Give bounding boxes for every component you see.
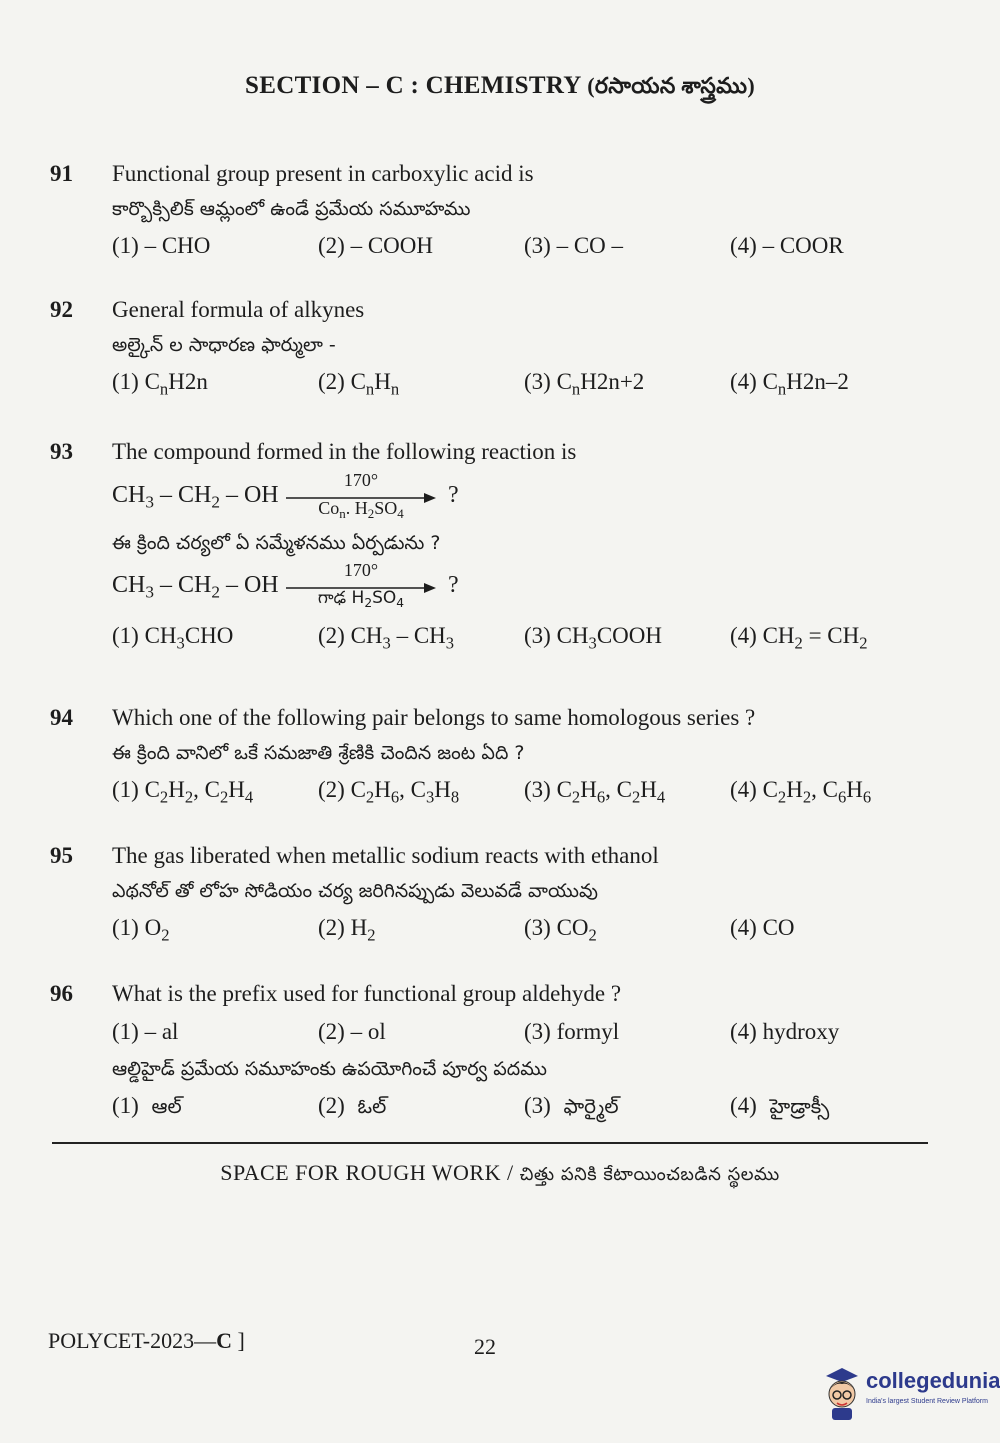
question-number: 96 bbox=[50, 981, 73, 1006]
reaction-condition-reagent: $Co_n$. $H_2SO_4$ bbox=[318, 498, 404, 522]
option-4: (4) hydroxy bbox=[730, 1019, 840, 1044]
option-4-te: హైడ్రాక్సీ bbox=[769, 1094, 830, 1118]
option-2: (2) – ol bbox=[318, 1019, 386, 1044]
option-4: (4) $CH_2 = CH_2$ bbox=[730, 623, 868, 653]
question-95 bbox=[50, 838, 950, 948]
question-number: 92 bbox=[50, 297, 73, 322]
option-number: (3) bbox=[524, 1093, 551, 1118]
option-1: (1) – CHO bbox=[112, 233, 211, 258]
option-4: (4) $C_nH2n-2$ bbox=[730, 369, 849, 399]
option-2-te: ఓల్ bbox=[357, 1094, 387, 1118]
logo-tagline: India's largest Student Review Platform bbox=[866, 1398, 988, 1405]
reaction-equation-te bbox=[50, 560, 950, 616]
question-number: 95 bbox=[50, 843, 73, 868]
section-title-en: SECTION – C : CHEMISTRY bbox=[245, 72, 581, 99]
rough-work-heading bbox=[0, 1160, 1000, 1189]
exam-bracket: ] bbox=[232, 1328, 245, 1353]
option-1: (1) $CH_3CHO$ bbox=[112, 623, 234, 653]
option-2: (2) – COOH bbox=[318, 233, 433, 258]
question-text: The compound formed in the following reaction is bbox=[112, 439, 577, 464]
option-1: (1) $C_nH2n$ bbox=[112, 369, 208, 399]
reactant: $CH_3 - CH_2$ – OH bbox=[112, 572, 279, 602]
option-4: (4) – COOR bbox=[730, 233, 844, 258]
question-91 bbox=[50, 156, 950, 266]
reaction-condition-temperature: 170° bbox=[343, 470, 379, 490]
option-2: (2) $CH_3 - CH_3$ bbox=[318, 623, 455, 653]
option-4: (4) CO bbox=[730, 915, 795, 940]
question-text-te: అల్కైన్ ల సాధారణ ఫార్ములా - bbox=[112, 334, 336, 356]
rough-work-label: SPACE FOR ROUGH WORK / bbox=[220, 1160, 514, 1185]
option-2: (2) $C_nH_n$ bbox=[318, 369, 400, 399]
exam-code bbox=[48, 1328, 245, 1354]
reaction-condition-reagent-te: గాఢ $H_2SO_4$ bbox=[317, 588, 405, 610]
question-text: What is the prefix used for functional group aldehyde ? bbox=[112, 981, 622, 1006]
option-2: (2) $C_2H_6$, $C_3H_8$ bbox=[318, 777, 460, 807]
question-text-te: ఆల్డిహైడ్ ప్రమేయ సమూహంకు ఉపయోగించే పూర్వ పదము bbox=[112, 1058, 547, 1080]
option-3: (3) formyl bbox=[524, 1019, 620, 1044]
option-1: (1) $O_2$ bbox=[112, 915, 170, 945]
question-text: General formula of alkynes bbox=[112, 297, 365, 322]
section-title bbox=[0, 72, 1000, 104]
question-text: Which one of the following pair belongs to same homologous series ? bbox=[112, 705, 756, 730]
question-number: 94 bbox=[50, 705, 73, 730]
question-94 bbox=[50, 700, 950, 810]
question-number: 91 bbox=[50, 161, 73, 186]
option-number: (4) bbox=[730, 1093, 757, 1118]
question-text-te: ఎథనోల్ తో లోహ సోడియం చర్య జరిగినప్పుడు వెలువడే వాయువు bbox=[112, 880, 598, 902]
option-1-te: ఆల్ bbox=[151, 1094, 182, 1118]
question-92 bbox=[50, 292, 950, 402]
product-unknown: ? bbox=[448, 572, 459, 598]
option-2: (2) $H_2$ bbox=[318, 915, 376, 945]
option-3: (3) – CO – bbox=[524, 233, 624, 258]
rough-work-label-te: చిత్తు పనికి కేటాయించబడిన స్థలము bbox=[519, 1164, 780, 1185]
question-number: 93 bbox=[50, 439, 73, 464]
question-text-te: ఈ క్రింది చర్యలో ఏ సమ్మేళనము ఏర్పడును ? bbox=[112, 532, 441, 554]
page-number: 22 bbox=[474, 1334, 496, 1359]
option-number: (2) bbox=[318, 1093, 345, 1118]
product-unknown: ? bbox=[448, 482, 459, 508]
option-3-te: ఫార్మైల్ bbox=[563, 1094, 619, 1118]
option-3: (3) $C_2H_6$, $C_2H_4$ bbox=[524, 777, 666, 807]
question-96 bbox=[50, 976, 950, 1126]
collegedunia-logo bbox=[820, 1364, 1000, 1424]
divider-rule bbox=[52, 1142, 928, 1144]
logo-brand: collegedunia bbox=[866, 1368, 1000, 1393]
option-number: (1) bbox=[112, 1093, 139, 1118]
question-93 bbox=[50, 434, 950, 656]
option-1: (1) $C_2H_2$, $C_2H_4$ bbox=[112, 777, 254, 807]
exam-set: C bbox=[216, 1328, 232, 1353]
exam-name: POLYCET-2023— bbox=[48, 1328, 217, 1353]
question-text-te: కార్బొక్సిలిక్ ఆమ్లంలో ఉండే ప్రమేయ సమూహము bbox=[112, 198, 471, 220]
question-text: Functional group present in carboxylic acid is bbox=[112, 161, 534, 186]
option-4: (4) $C_2H_2$, $C_6H_6$ bbox=[730, 777, 872, 807]
question-text: The gas liberated when metallic sodium reacts with ethanol bbox=[112, 843, 659, 868]
reactant: $CH_3 - CH_2$ – OH bbox=[112, 482, 279, 512]
section-title-te: (రసాయన శాస్త్రము) bbox=[587, 73, 755, 98]
reaction-condition-temperature: 170° bbox=[343, 560, 379, 580]
option-3: (3) $C_nH2n+2$ bbox=[524, 369, 645, 399]
mascot-icon bbox=[820, 1364, 864, 1422]
question-text-te: ఈ క్రింది వానిలో ఒకే సమజాతి శ్రేణికి చెందిన జంట ఏది ? bbox=[112, 742, 525, 764]
option-3: (3) $CO_2$ bbox=[524, 915, 597, 945]
reaction-equation bbox=[50, 470, 950, 526]
option-1: (1) – al bbox=[112, 1019, 179, 1044]
option-3: (3) $CH_3COOH$ bbox=[524, 623, 662, 653]
